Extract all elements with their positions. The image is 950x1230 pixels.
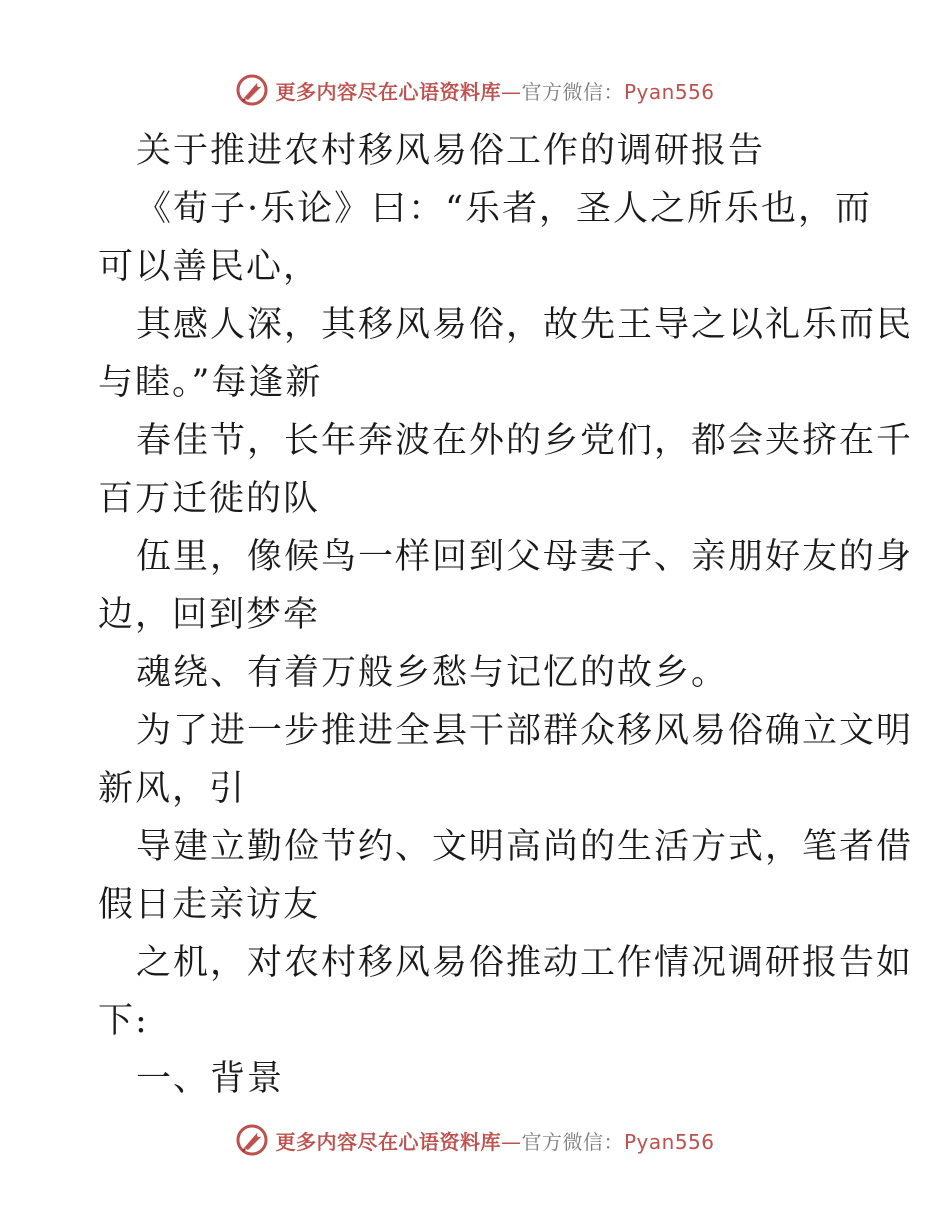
- watermark-main: 更多内容尽在心语资料库: [275, 1129, 501, 1154]
- text-line: 关于推进农村移风易俗工作的调研报告: [136, 131, 766, 171]
- watermark-main: 更多内容尽在心语资料库: [275, 79, 501, 104]
- watermark-dash: —: [500, 1129, 522, 1154]
- watermark-banner-inner: [235, 73, 714, 107]
- text-line: 百万迁徙的队: [98, 479, 321, 519]
- text-line: 与睦。”每逢新: [98, 363, 323, 403]
- pen-logo-icon: [235, 1123, 269, 1157]
- text-line: 导建立勤俭节约、文明高尚的生活方式，笔者借: [136, 827, 914, 867]
- text-line: 边，回到梦牵: [98, 595, 321, 635]
- watermark-banner-inner: [235, 1123, 714, 1157]
- watermark-id: Pyan556: [623, 1129, 715, 1154]
- text-line: 《荀子·乐论》曰：“乐者，圣人之所乐也，而: [136, 189, 873, 229]
- section-heading: 一、背景: [136, 1059, 285, 1099]
- text-line: 魂绕、有着万般乡愁与记忆的故乡。: [136, 653, 729, 693]
- watermark-text: [275, 76, 714, 105]
- watermark-label: 官方微信：: [521, 79, 624, 104]
- watermark-dash: —: [500, 79, 522, 104]
- text-line: 假日走亲访友: [98, 885, 321, 925]
- watermark-text: [275, 1126, 714, 1155]
- text-line: 春佳节，长年奔波在外的乡党们，都会夹挤在千: [136, 421, 914, 461]
- pen-logo-icon: [235, 73, 269, 107]
- watermark-id: Pyan556: [623, 79, 715, 104]
- text-line: 之机，对农村移风易俗推动工作情况调研报告如: [136, 943, 914, 983]
- text-line: 新风，引: [98, 769, 247, 809]
- watermark-banner-top: [0, 70, 950, 110]
- text-line: 下:: [98, 1001, 149, 1041]
- watermark-label: 官方微信：: [521, 1129, 624, 1154]
- text-line: 为了进一步推进全县干部群众移风易俗确立文明: [136, 711, 914, 751]
- watermark-banner-bottom: [0, 1120, 950, 1160]
- text-line: 其感人深，其移风易俗，故先王导之以礼乐而民: [136, 305, 914, 345]
- text-line: 可以善民心，: [98, 247, 321, 287]
- document-body: [98, 122, 914, 1108]
- text-line: 伍里，像候鸟一样回到父母妻子、亲朋好友的身: [136, 537, 914, 577]
